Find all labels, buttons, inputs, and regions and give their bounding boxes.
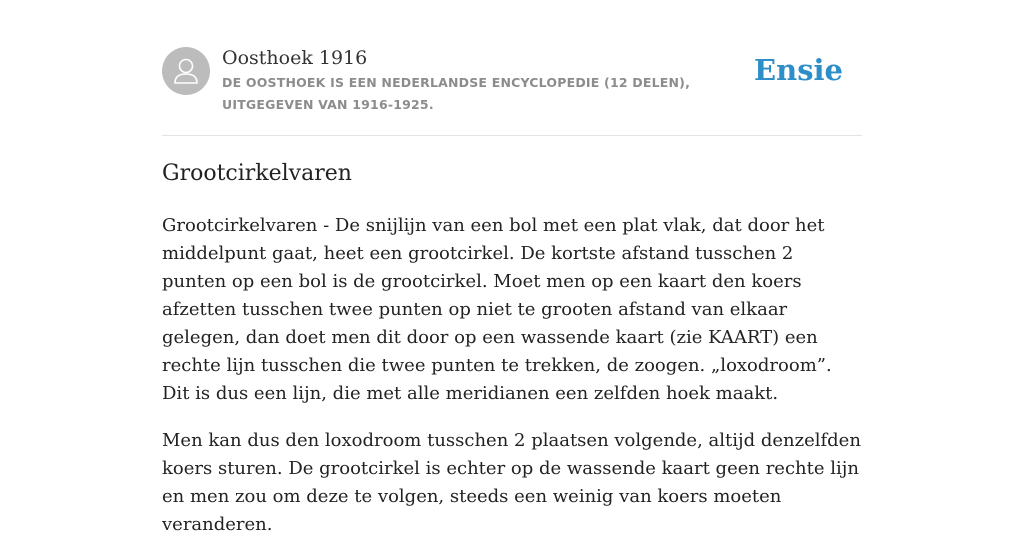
article-body	[162, 212, 862, 558]
brand-logo[interactable]: Ensie	[754, 53, 843, 87]
page	[162, 0, 862, 535]
user-silhouette-icon	[162, 47, 210, 95]
article-title: Grootcirkelvaren	[162, 161, 352, 186]
avatar[interactable]	[162, 47, 210, 95]
source-title[interactable]: Oosthoek 1916	[222, 47, 368, 69]
source-header	[162, 0, 862, 136]
source-description: DE OOSTHOEK IS EEN NEDERLANDSE ENCYCLOPEDIE (12 DELEN), UITGEGEVEN VAN 1916-1925.	[222, 75, 691, 112]
article-paragraph: Grootcirkelvaren - De snijlijn van een bol met een plat vlak, dat door het middelpunt gaat, heet een grootcirkel. De kortste afstand tusschen 2 punten op een bol is de grootcirkel. Moet men op een kaart den koers afzetten tusschen twee punten op niet te grooten afstand van elkaar gelegen, dan doet men dit door op een wassende kaart (zie KAART) een rechte lijn tusschen die twee punten te trekken, de zoogen. „loxodroom”. Dit is dus een lijn, die met alle meridianen een zelfden hoek maakt.	[162, 215, 832, 404]
article-paragraph: Men kan dus den loxodroom tusschen 2 plaatsen volgende, altijd denzelfden koers sturen. De grootcirkel is echter op de wassende kaart geen rechte lijn en men zou om deze te volgen, steeds een weinig van koers moeten veranderen.	[162, 430, 861, 535]
